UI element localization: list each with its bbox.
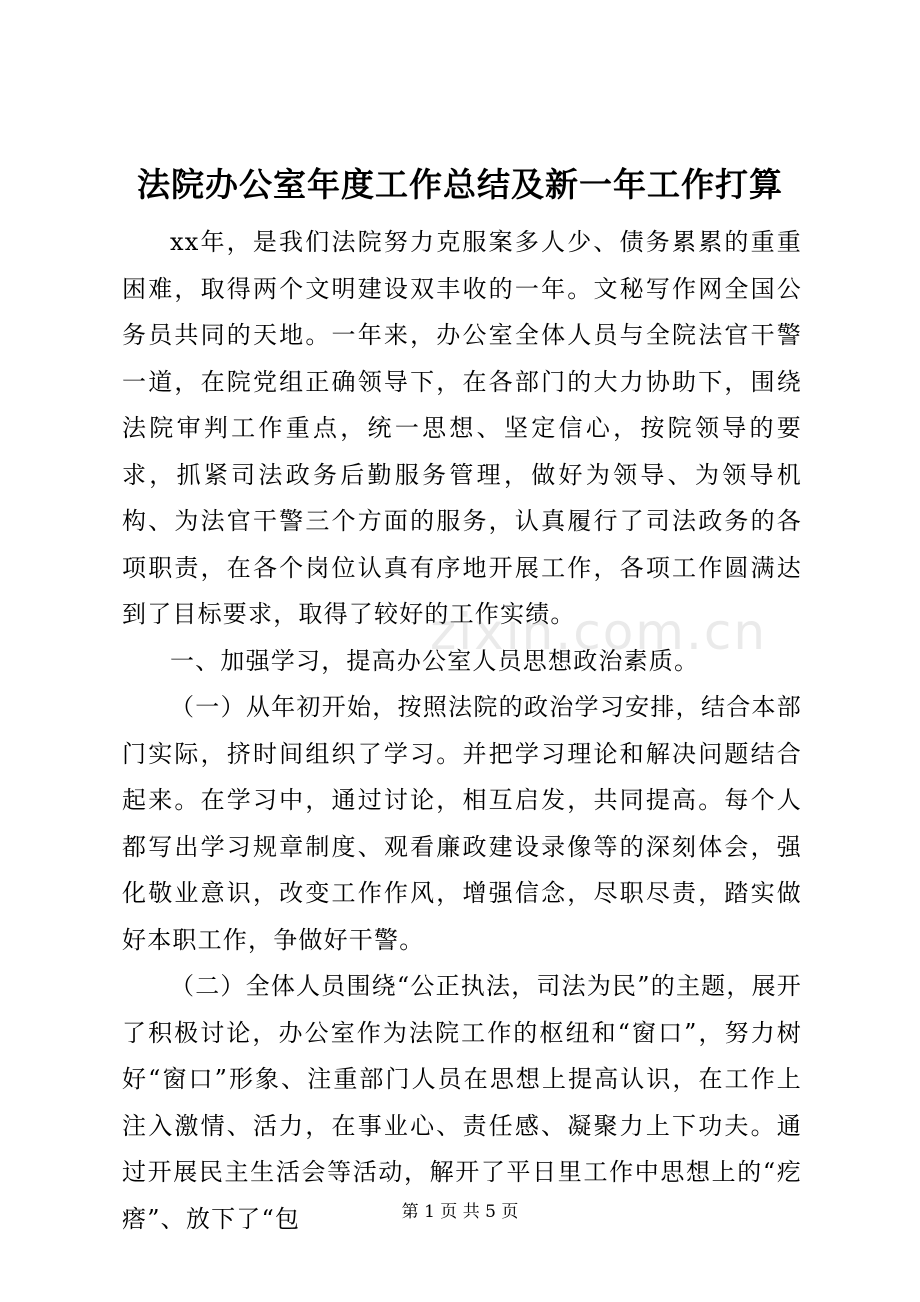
paragraph-item-one: （一）从年初开始，按照法院的政治学习安排，结合本部门实际，挤时间组织了学习。并把学习理论和解决问题结合起来。在学习中，通过讨论，相互启发，共同提高。每个人都写出学习规章制度、观看廉政建设录像等的深刻体会，强化敬业意识，改变工作作风，增强信念，尽职尽责，踏实做好本职工作，争做好干警。 [122, 693, 802, 954]
paragraph-section-heading: 一、加强学习，提高办公室人员思想政治素质。 [170, 646, 700, 675]
document-body [122, 219, 802, 1242]
document-title: 法院办公室年度工作总结及新一年工作打算 [137, 165, 783, 204]
paragraph-intro: xx年，是我们法院努力克服案多人少、债务累累的重重困难，取得两个文明建设双丰收的一年。文秘写作网全国公务员共同的天地。一年来，办公室全体人员与全院法官干警一道，在院党组正确领导下，在各部门的大力协助下，围绕法院审判工作重点，统一思想、坚定信心，按院领导的要求，抓紧司法政务后勤服务管理，做好为领导、为领导机构、为法官干警三个方面的服务，认真履行了司法政务的各项职责，在各个岗位认真有序地开展工作，各项工作圆满达到了目标要求，取得了较好的工作实绩。 [122, 228, 802, 628]
paragraph-item-two: （二）全体人员围绕“公正执法，司法为民”的主题，展开了积极讨论，办公室作为法院工作的枢纽和“窗口”，努力树好“窗口”形象、注重部门人员在思想上提高认识，在工作上注入激情、活力，在事业心、责任感、凝聚力上下功夫。通过开展民主生活会等活动，解开了平日里工作中思想上的“疙瘩”、放下了“包 [122, 972, 802, 1233]
page-footer: 第 1 页 共 5 页 [401, 1202, 519, 1222]
watermark-logo: zixin.com.cn [430, 603, 768, 661]
